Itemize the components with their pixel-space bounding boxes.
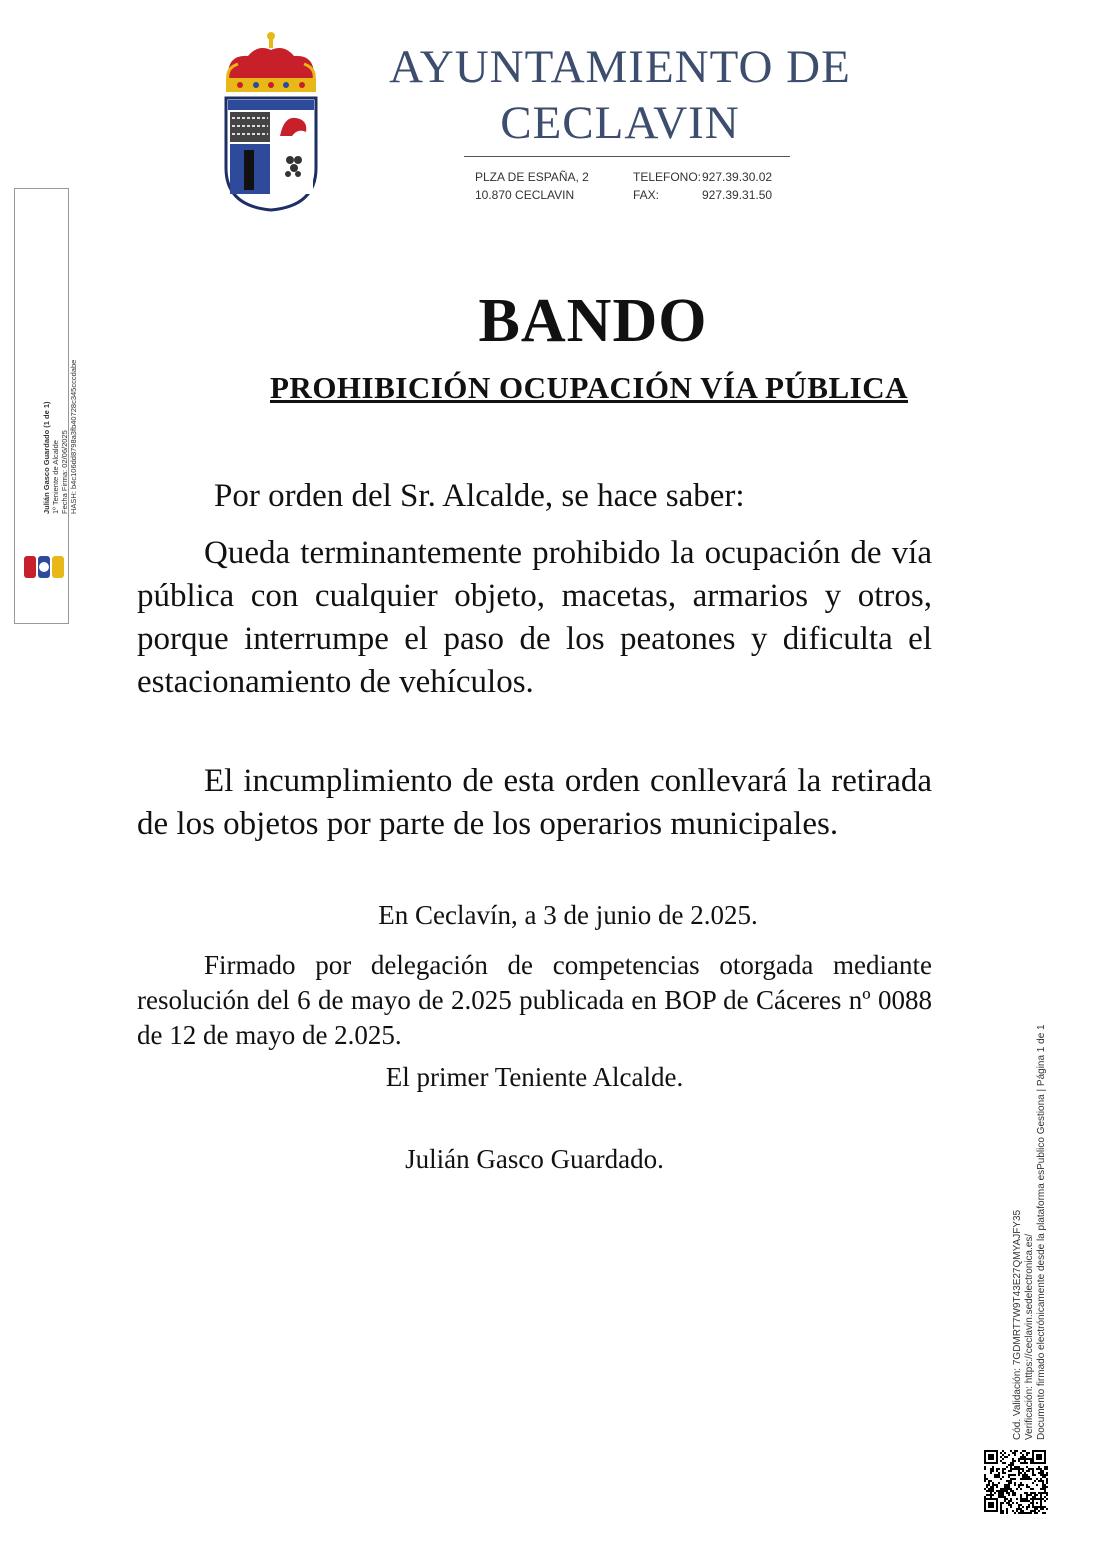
verification-note: Documento firmado electrónicamente desde la plataforma esPublico Gestiona | Página 1 de 1	[1036, 1024, 1047, 1440]
phone-value: 927.39.30.02	[702, 170, 773, 184]
signature-date: Fecha Firma: 02/06/2025	[60, 430, 69, 514]
signature-role: 1º Teniente de Alcalde	[51, 440, 60, 514]
signer-role: El primer Teniente Alcalde.	[385, 1062, 684, 1092]
signature-seal-icon	[22, 554, 66, 580]
date-line: En Ceclavín, a 3 de junio de 2.025.	[378, 900, 758, 930]
address-line2: 10.870 CECLAVIN	[475, 188, 575, 202]
signer-name: Julián Gasco Guardado.	[405, 1144, 664, 1174]
paragraph-prohibition: Queda terminantemente prohibido la ocupación de vía pública con cualquier objeto, macetas, armarios y otros, porque interrumpe el paso de los peatones y dificulta el estacionamiento de vehículos.	[137, 535, 932, 700]
verification-info	[1012, 970, 1048, 1440]
signature-hash: HASH: b4c106dd8798a3fb40728c345cccdabe	[69, 359, 78, 514]
header-divider	[464, 156, 790, 157]
document-subtitle: PROHIBICIÓN OCUPACIÓN VÍA PÚBLICA	[270, 370, 908, 405]
phone-label: TELEFONO:	[633, 170, 702, 184]
verification-url: Verificación: https://ceclavin.sedelectronica.es/	[1024, 1233, 1035, 1440]
coat-of-arms-icon	[218, 28, 324, 214]
qr-code-icon	[984, 1450, 1048, 1514]
verification-code: Cód. Validación: 7GDMRT7W9T43E27QMYAJFY35	[1012, 1209, 1023, 1440]
org-name-line1: AYUNTAMIENTO DE	[389, 41, 851, 93]
org-name-line2: CECLAVIN	[500, 97, 740, 149]
paragraph-consequence: El incumplimiento de esta orden conllevará la retirada de los objetos por parte de los operarios municipales.	[137, 763, 932, 842]
document-title: BANDO	[478, 287, 708, 355]
intro-line: Por orden del Sr. Alcalde, se hace saber:	[214, 478, 745, 514]
fax-label: FAX:	[633, 188, 660, 202]
address-line1: PLZA DE ESPAÑA, 2	[475, 170, 589, 184]
fax-value: 927.39.31.50	[702, 188, 773, 202]
paragraph-delegation: Firmado por delegación de competencias otorgada mediante resolución del 6 de mayo de 2.025 publicada en BOP de Cáceres nº 0088 de 12 de mayo de 2.025.	[137, 950, 932, 1050]
signature-signer: Julián Gasco Guardado (1 de 1)	[42, 401, 51, 514]
